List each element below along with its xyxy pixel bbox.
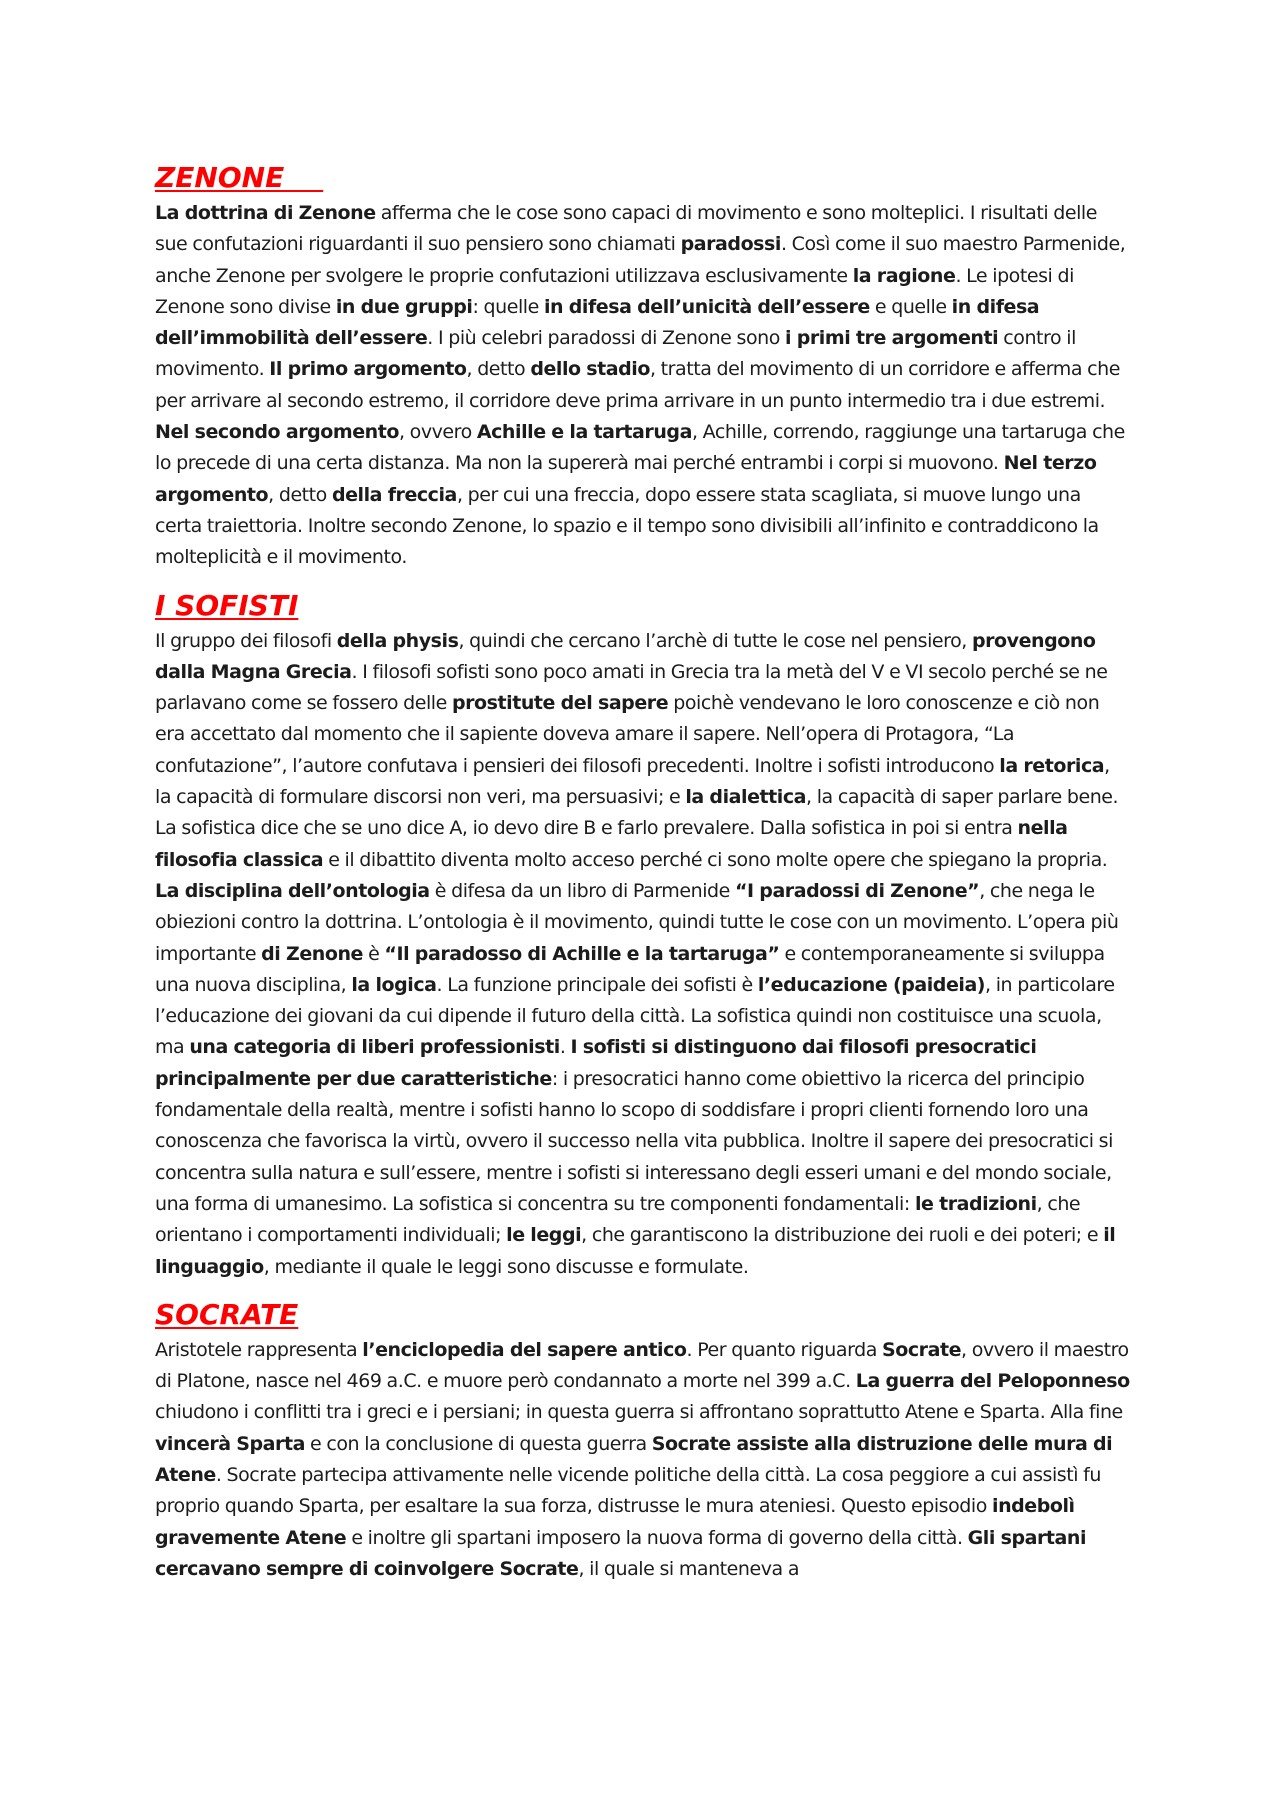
bold-text-run: Il primo argomento: [269, 358, 467, 381]
text-run: . Per quanto riguarda: [686, 1338, 882, 1361]
text-run: e il dibattito diventa molto acceso perché ci sono molte opere che spiegano la propria.: [323, 848, 1108, 871]
bold-text-run: la dialettica: [685, 786, 807, 809]
text-run: . I filosofi sofisti sono poco amati in Grecia tra la metà del V e VI secolo perché se ne parlavano come se fossero delle: [155, 660, 1108, 715]
text-run: , tratta del movimento di un corridore e afferma che per arrivare al secondo estremo, il corridore deve prima arrivare in un punto intermedio tra i due estremi.: [155, 358, 1120, 412]
bold-text-run: Nel terzo argomento: [155, 452, 1097, 506]
text-run: , il quale si manteneva a: [578, 1557, 800, 1580]
bold-text-run: di Zenone: [261, 942, 363, 965]
text-run: chiudono i conflitti tra i greci e i persiani; in questa guerra si affrontano soprattutto Atene e Sparta. Alla fine: [155, 1401, 1123, 1424]
text-run: , mediante il quale le leggi sono discusse e formulate.: [263, 1255, 749, 1278]
text-run: : i presocratici hanno come obiettivo la ricerca del principio fondamentale della realtà, mentre i sofisti hanno lo scopo di soddisfare i propri clienti fornendo loro una conoscenza che favorisca la virtù, ovvero il successo nella vita pubblica. Inoltre il sapere dei presocratici si concentra sulla natura e sull’essere, mentre i sofisti si interessano degli esseri umani e del mondo sociale, una forma di umanesimo. La sofistica si concentra su tre componenti fondamentali:: [155, 1067, 1113, 1215]
text-run: , ovvero il maestro di Platone, nasce nel 469 a.C. e muore però condannato a morte nel 399 a.C.: [155, 1338, 1129, 1393]
bold-text-run: della physis: [336, 629, 459, 652]
bold-text-run: le leggi: [506, 1224, 582, 1247]
bold-text-run: l’enciclopedia del sapere antico: [362, 1338, 687, 1361]
section-heading-socrate: SOCRATE: [155, 1297, 299, 1331]
bold-text-run: vincerà Sparta: [155, 1432, 305, 1455]
bold-text-run: la retorica: [999, 754, 1105, 777]
bold-text-run: Gli spartani cercavano sempre di coinvolgere Socrate: [155, 1526, 1087, 1580]
text-run: , che orientano i comportamenti individuali;: [155, 1192, 1081, 1247]
text-run: , la capacità di formulare discorsi non veri, ma persuasivi; e: [155, 754, 1110, 809]
text-run: , detto: [268, 483, 332, 506]
text-run: , Achille, correndo, raggiunge una tartaruga che lo precede di una certa distanza. Ma non la supererà mai perché entrambi i corpi si muovono.: [155, 421, 1125, 475]
text-run: .: [559, 1036, 571, 1059]
text-run: e contemporaneamente si sviluppa una nuova disciplina,: [155, 942, 1105, 996]
text-run: , ovvero: [398, 421, 477, 444]
text-run: . La funzione principale dei sofisti è: [436, 973, 758, 996]
text-run: . I più celebri paradossi di Zenone sono: [427, 327, 785, 350]
text-run: , che garantiscono la distribuzione dei ruoli e dei poteri; e: [581, 1224, 1104, 1247]
bold-text-run: nella filosofia classica: [155, 817, 1068, 871]
bold-text-run: provengono dalla Magna Grecia: [155, 629, 1096, 683]
text-run: è: [363, 942, 385, 965]
bold-text-run: Socrate assiste alla distruzione delle mura di Atene: [155, 1432, 1113, 1486]
text-run: poichè vendevano le loro conoscenze e ciò non era accettato dal momento che il sapiente doveva amare il sapere. Nell’opera di Protagora, “La confutazione”, l’autore confutava i pensieri dei filosofi precedenti. Inoltre i sofisti introducono: [155, 692, 1100, 777]
text-run: . Le ipotesi di Zenone sono divise: [155, 264, 1074, 318]
bold-text-run: una categoria di liberi professionisti: [189, 1036, 560, 1059]
bold-text-run: in due gruppi: [335, 295, 473, 318]
text-run: Aristotele rappresenta: [155, 1338, 363, 1361]
text-run: , che nega le obiezioni contro la dottrina. L’ontologia è il movimento, quindi tutte le cose con un movimento. L’opera più importante: [155, 879, 1119, 965]
document-page: [155, 160, 1130, 1599]
text-run: contro il movimento.: [155, 327, 1076, 381]
bold-text-run: Achille e la tartaruga: [476, 421, 692, 444]
bold-text-run: indebolì gravemente Atene: [155, 1495, 1075, 1549]
bold-text-run: prostitute del sapere: [451, 692, 669, 715]
bold-text-run: il linguaggio: [155, 1224, 1116, 1278]
text-run: , quindi che cercano l’archè di tutte le cose nel pensiero,: [458, 629, 972, 652]
text-run: . Socrate partecipa attivamente nelle vicende politiche della città. La cosa peggiore a cui assistì fu proprio quando Sparta, per esaltare la sua forza, distrusse le mura ateniesi. Questo episodio: [155, 1463, 1101, 1518]
bold-text-run: I sofisti si distinguono dai filosofi presocratici principalmente per due caratteristiche: [155, 1036, 1037, 1090]
bold-text-run: paradossi: [680, 233, 781, 256]
bold-text-run: la logica: [351, 973, 437, 996]
text-run: e con la conclusione di questa guerra: [304, 1432, 652, 1455]
section-heading-sofisti: I SOFISTI: [155, 588, 299, 622]
section-zenone: [155, 160, 1130, 574]
bold-text-run: La guerra del Peloponneso: [855, 1370, 1130, 1393]
text-run: , la capacità di saper parlare bene. La sofistica dice che se uno dice A, io devo dire B e farlo prevalere. Dalla sofistica in poi si entra: [155, 786, 1119, 840]
bold-text-run: i primi tre argomenti: [784, 327, 999, 350]
text-run: è difesa da un libro di Parmenide: [429, 879, 735, 902]
bold-text-run: le tradizioni: [914, 1192, 1037, 1215]
text-run: , in particolare l’educazione dei giovani da cui dipende il futuro della città. La sofistica quindi non costituisce una scuola, ma: [155, 973, 1115, 1059]
text-run: , detto: [466, 358, 531, 381]
bold-text-run: “I paradossi di Zenone”: [734, 879, 980, 902]
section-body-socrate: [155, 1335, 1130, 1585]
text-run: : quelle: [472, 295, 544, 318]
bold-text-run: l’educazione (paideia): [757, 973, 986, 996]
section-heading-zenone: ZENONE: [155, 161, 324, 194]
text-run: e quelle: [869, 295, 952, 318]
bold-text-run: in difesa dell’immobilità dell’essere: [155, 295, 1040, 350]
section-body-sofisti: [155, 626, 1130, 1283]
bold-text-run: la ragione: [852, 264, 956, 287]
bold-text-run: La disciplina dell’ontologia: [155, 879, 430, 902]
text-run: e inoltre gli spartani imposero la nuova forma di governo della città.: [346, 1526, 968, 1549]
bold-text-run: in difesa dell’unicità dell’essere: [543, 295, 870, 318]
bold-text-run: della freccia: [331, 483, 457, 506]
bold-text-run: Socrate: [882, 1338, 962, 1361]
section-socrate: [155, 1297, 1130, 1585]
text-run: Il gruppo dei filosofi: [155, 629, 337, 652]
bold-text-run: “Il paradosso di Achille e la tartaruga”: [384, 942, 780, 965]
section-body-zenone: [155, 198, 1130, 574]
bold-text-run: La dottrina di Zenone: [155, 202, 376, 224]
bold-text-run: dello stadio: [530, 358, 650, 381]
text-run: afferma che le cose sono capaci di movimento e sono molteplici. I risultati delle sue confutazioni riguardanti il suo pensiero sono chiamati: [155, 202, 1098, 256]
text-run: , per cui una freccia, dopo essere stata scagliata, si muove lungo una certa traiettoria. Inoltre secondo Zenone, lo spazio e il tempo sono divisibili all’infinito e contraddicono la molteplicità e il movimento.: [155, 483, 1099, 569]
text-run: . Così come il suo maestro Parmenide, anche Zenone per svolgere le proprie confutazioni utilizzava esclusivamente: [155, 233, 1126, 287]
bold-text-run: Nel secondo argomento: [155, 421, 399, 444]
section-sofisti: [155, 588, 1130, 1283]
